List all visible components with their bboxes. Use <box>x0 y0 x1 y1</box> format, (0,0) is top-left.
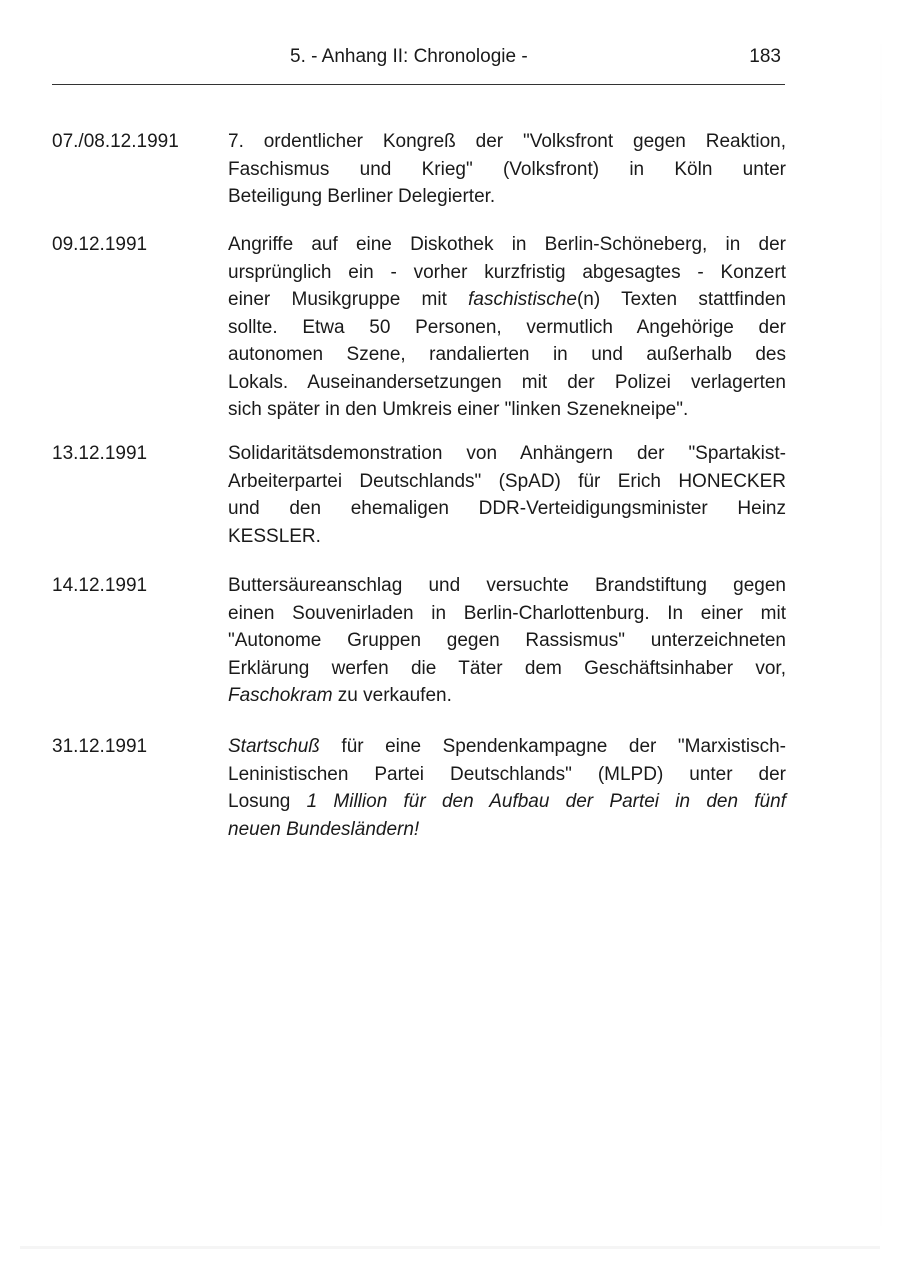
text-line <box>228 600 786 628</box>
text-segment: 7. ordentlicher Kongreß der "Volksfront gegen Reaktion, <box>228 131 786 152</box>
text-segment: Leninistischen Partei Deutschlands" (MLPD) unter der <box>228 763 786 785</box>
running-title: 5. - Anhang II: Chronologie - <box>290 46 528 67</box>
text-segment: für eine Spendenkampagne der "Marxistisch- <box>319 736 786 757</box>
text-line <box>228 468 786 496</box>
italic-text-segment: neuen Bundesländern! <box>228 818 420 840</box>
text-segment: (n) Texten stattfinden <box>576 289 786 310</box>
text-segment: sollte. Etwa 50 Personen, vermutlich Angehörige der <box>228 316 786 338</box>
entry-date: 14.12.1991 <box>52 575 148 596</box>
text-segment: Losung <box>228 791 307 812</box>
italic-text-segment: faschistische <box>468 289 577 310</box>
text-line <box>228 369 786 397</box>
scan-shadow-bottom <box>20 1246 880 1249</box>
text-line <box>228 231 786 259</box>
italic-text-segment: Startschuß <box>228 736 320 757</box>
entry-text <box>228 572 786 710</box>
page-header <box>50 46 785 76</box>
text-line <box>228 816 786 844</box>
text-segment: sich später in den Umkreis einer "linken Szenekneipe". <box>228 399 689 420</box>
header-rule <box>52 84 785 85</box>
text-line <box>228 440 786 468</box>
entry-date: 07./08.12.1991 <box>52 131 179 152</box>
text-segment: Angriffe auf eine Diskothek in Berlin-Schöneberg, in der <box>228 234 786 255</box>
entry-text <box>228 128 786 211</box>
text-line <box>228 128 786 156</box>
entry-date: 09.12.1991 <box>52 234 148 255</box>
text-segment: Arbeiterpartei Deutschlands" (SpAD) für Erich HONECKER <box>228 470 786 492</box>
text-segment: Erklärung werfen die Täter dem Geschäftsinhaber vor, <box>228 657 786 679</box>
text-segment: autonomen Szene, randalierten in und außerhalb des <box>228 344 786 365</box>
text-line <box>228 341 786 369</box>
italic-text-segment: 1 Million für den Aufbau der Partei in den fünf <box>306 791 786 812</box>
text-line <box>228 761 786 789</box>
text-segment: Solidaritätsdemonstration von Anhängern der "Spartakist- <box>228 443 786 464</box>
text-line <box>228 314 786 342</box>
entry-text <box>228 733 786 843</box>
italic-text-segment: Faschokram <box>228 685 333 706</box>
text-line <box>228 733 786 761</box>
text-line <box>228 495 786 523</box>
text-segment: Buttersäureanschlag und versuchte Brandstiftung gegen <box>228 575 786 596</box>
text-segment: einen Souvenirladen in Berlin-Charlottenburg. In einer mit <box>228 602 786 624</box>
text-line <box>228 655 786 683</box>
text-line <box>228 788 786 816</box>
text-line <box>228 259 786 287</box>
page-number: 183 <box>749 46 781 67</box>
text-segment: "Autonome Gruppen gegen Rassismus" unterzeichneten <box>228 630 786 651</box>
text-segment: Lokals. Auseinandersetzungen mit der Polizei verlagerten <box>228 371 786 393</box>
text-segment: Faschismus und Krieg" (Volksfront) in Köln unter <box>228 158 786 180</box>
text-segment: Beteiligung Berliner Delegierter. <box>228 186 496 207</box>
entry-text <box>228 231 786 424</box>
text-line <box>228 156 786 184</box>
entry-date: 31.12.1991 <box>52 736 148 757</box>
text-segment: ursprünglich ein - vorher kurzfristig abgesagtes - Konzert <box>228 261 786 283</box>
text-segment: KESSLER. <box>228 525 321 547</box>
text-line <box>228 286 786 314</box>
text-segment: und den ehemaligen DDR-Verteidigungsminister Heinz <box>228 498 786 519</box>
entry-text <box>228 440 786 550</box>
text-line <box>228 396 786 424</box>
text-line <box>228 183 786 211</box>
text-segment: zu verkaufen. <box>332 685 452 706</box>
text-line <box>228 627 786 655</box>
text-line <box>228 572 786 600</box>
text-segment: einer Musikgruppe mit <box>228 289 469 310</box>
text-line <box>228 682 786 710</box>
entry-date: 13.12.1991 <box>52 443 148 464</box>
scan-shadow-edge <box>880 20 882 1250</box>
text-line <box>228 523 786 551</box>
